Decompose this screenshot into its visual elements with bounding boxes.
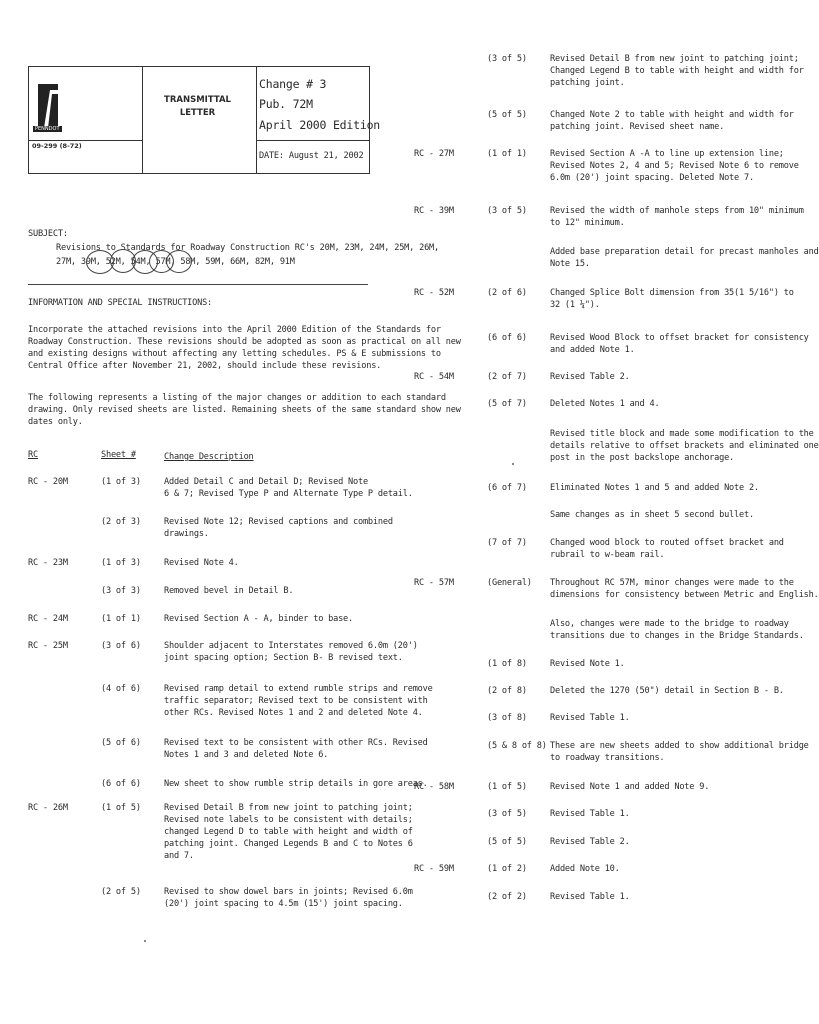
change-description: 32 (1 ¼").: [550, 300, 600, 310]
change-description: Revised Table 1.: [550, 809, 630, 819]
penndot-keystone-logo: [36, 82, 60, 130]
sheet-number: (5 of 6): [101, 738, 141, 748]
sheet-number: (1 of 5): [487, 782, 527, 792]
sheet-number: (2 of 6): [487, 288, 527, 298]
sheet-number: (3 of 6): [101, 641, 141, 651]
speck: [144, 940, 146, 942]
rc-number: RC - 20M: [28, 477, 68, 487]
change-description: to 12" minimum.: [550, 218, 625, 228]
change-description: Revised Detail B from new joint to patching joint;: [164, 803, 413, 813]
change-description: Added Detail C and Detail D; Revised Note: [164, 477, 368, 487]
sheet-number: (1 of 3): [101, 558, 141, 568]
change-description: Deleted the 1270 (50") detail in Section B - B.: [550, 686, 784, 696]
change-description: and 7.: [164, 851, 194, 861]
change-description: patching joint.: [550, 78, 625, 88]
change-description: transitions due to changes in the Bridge Standards.: [550, 631, 804, 641]
column-header-description: Change Description: [164, 452, 254, 462]
change-description: patching joint. Revised sheet name.: [550, 122, 725, 132]
subject-line-1: Revisions to Standards for Roadway Construction RC's 20M, 23M, 24M, 25M, 26M,: [56, 243, 439, 253]
rc-number: RC - 25M: [28, 641, 68, 651]
change-description: Shoulder adjacent to Interstates removed 6.0m (20'): [164, 641, 418, 651]
sheet-number: (5 & 8 of 8): [487, 741, 547, 751]
change-description: Revised Notes 2, 4 and 5; Revised Note 6 to remove: [550, 161, 799, 171]
change-description: Revised the width of manhole steps from 10" minimum: [550, 206, 804, 216]
change-description: Revised Detail B from new joint to patching joint;: [550, 54, 799, 64]
sheet-number: (1 of 8): [487, 659, 527, 669]
change-description: post in the post backslope anchorage.: [550, 453, 735, 463]
sheet-number: (3 of 5): [487, 809, 527, 819]
change-description: Removed bevel in Detail B.: [164, 586, 294, 596]
change-description: Eliminated Notes 1 and 5 and added Note 2.: [550, 483, 759, 493]
sheet-number: (5 of 5): [487, 110, 527, 120]
change-description: Revised note labels to be consistent with details;: [164, 815, 413, 825]
change-description: details relative to offset brackets and eliminated one: [550, 441, 819, 451]
change-description: drawings.: [164, 529, 209, 539]
change-description: joint spacing option; Section B- B revised text.: [164, 653, 403, 663]
sheet-number: (4 of 6): [101, 684, 141, 694]
rc-number: RC - 52M: [414, 288, 454, 298]
info-heading: INFORMATION AND SPECIAL INSTRUCTIONS:: [28, 298, 213, 308]
rc-number: RC - 27M: [414, 149, 454, 159]
sheet-number: (3 of 5): [487, 54, 527, 64]
sheet-number: (5 of 7): [487, 399, 527, 409]
subject-label: SUBJECT:: [28, 229, 68, 239]
change-description: patching joint. Changed Legends B and C to Notes 6: [164, 839, 413, 849]
sheet-number: (3 of 3): [101, 586, 141, 596]
rc-number: RC - 23M: [28, 558, 68, 568]
change-description: Note 15.: [550, 259, 590, 269]
sheet-number: (2 of 8): [487, 686, 527, 696]
rc-number: RC - 59M: [414, 864, 454, 874]
rc-number: RC - 24M: [28, 614, 68, 624]
document-title: TRANSMITTAL LETTER: [164, 95, 231, 118]
change-description: Deleted Notes 1 and 4.: [550, 399, 660, 409]
date: DATE: August 21, 2002: [259, 151, 364, 161]
section-divider: [28, 284, 368, 285]
change-description: These are new sheets added to show additional bridge: [550, 741, 809, 751]
change-description: Revised Table 2.: [550, 837, 630, 847]
change-description: Changed wood block to routed offset bracket and: [550, 538, 784, 548]
change-description: Revised Table 2.: [550, 372, 630, 382]
sheet-number: (1 of 2): [487, 864, 527, 874]
paragraph-line: drawing. Only revised sheets are listed. Remaining sheets of the same standard show new: [28, 405, 461, 415]
sheet-number: (2 of 3): [101, 517, 141, 527]
change-description: other RCs. Revised Notes 1 and 2 and deleted Note 4.: [164, 708, 423, 718]
change-description: Added Note 10.: [550, 864, 620, 874]
change-description: Also, changes were made to the bridge to roadway: [550, 619, 789, 629]
rc-number: RC - 57M: [414, 578, 454, 588]
change-description: Revised Table 1.: [550, 892, 630, 902]
sheet-number: (6 of 7): [487, 483, 527, 493]
change-description: Changed Legend B to table with height and width for: [550, 66, 804, 76]
change-description: Revised ramp detail to extend rumble strips and remove: [164, 684, 433, 694]
publication: Pub. 72M: [259, 97, 313, 111]
change-description: Added base preparation detail for precast manholes and: [550, 247, 819, 257]
change-description: Revised Note 1.: [550, 659, 625, 669]
change-description: Throughout RC 57M, minor changes were made to the: [550, 578, 794, 588]
change-description: Revised Section A - A, binder to base.: [164, 614, 354, 624]
change-description: Revised to show dowel bars in joints; Revised 6.0m: [164, 887, 413, 897]
change-description: Revised Section A -A to line up extension line;: [550, 149, 784, 159]
change-description: Revised Table 1.: [550, 713, 630, 723]
paragraph-line: dates only.: [28, 417, 83, 427]
rc-number: RC - 26M: [28, 803, 68, 813]
change-description: rubrail to w-beam rail.: [550, 550, 665, 560]
sheet-number: (1 of 1): [487, 149, 527, 159]
change-description: to roadway transitions.: [550, 753, 665, 763]
change-description: Changed Splice Bolt dimension from 35(1 5/16") to: [550, 288, 794, 298]
sheet-number: (6 of 6): [101, 779, 141, 789]
sheet-number: (2 of 7): [487, 372, 527, 382]
paragraph-line: Central Office after November 21, 2002, should include these revisions.: [28, 361, 382, 371]
change-description: Revised text to be consistent with other RCs. Revised: [164, 738, 428, 748]
change-description: Changed Note 2 to table with height and width for: [550, 110, 794, 120]
rc-number: RC - 54M: [414, 372, 454, 382]
speck: [512, 463, 514, 465]
rc-number: RC - 58M: [414, 782, 454, 792]
change-description: and added Note 1.: [550, 345, 635, 355]
paragraph-line: Roadway Construction. These revisions should be adopted as soon as practical on all new: [28, 337, 461, 347]
change-description: Revised Note 12; Revised captions and combined: [164, 517, 393, 527]
sheet-number: (3 of 8): [487, 713, 527, 723]
change-description: Same changes as in sheet 5 second bullet.: [550, 510, 754, 520]
sheet-number: (2 of 5): [101, 887, 141, 897]
sheet-number: (6 of 6): [487, 333, 527, 343]
sheet-number: (2 of 2): [487, 892, 527, 902]
change-number: Change # 3: [259, 77, 327, 91]
change-description: 6 & 7; Revised Type P and Alternate Type P detail.: [164, 489, 413, 499]
logo-tag: PENNDOT: [35, 126, 60, 132]
change-description: 6.0m (20') joint spacing. Deleted Note 7.: [550, 173, 754, 183]
change-description: Revised Note 1 and added Note 9.: [550, 782, 710, 792]
subject-line-2: 27M, 39M, 52M, 54M, 57M, 58M, 59M, 66M, 82M, 91M: [56, 257, 295, 267]
form-number: 09-299 (8-72): [32, 142, 82, 150]
paragraph-line: Incorporate the attached revisions into the April 2000 Edition of the Standards for: [28, 325, 441, 335]
change-description: Revised title block and made some modification to the: [550, 429, 814, 439]
sheet-number: (1 of 3): [101, 477, 141, 487]
change-description: (20') joint spacing to 4.5m (15') joint spacing.: [164, 899, 403, 909]
sheet-number: (General): [487, 578, 532, 588]
paragraph-line: and existing designs without affecting any letting schedules. PS & E submissions to: [28, 349, 441, 359]
hand-circle-59m: [166, 250, 192, 273]
change-description: changed Legend D to table with height and width of: [164, 827, 413, 837]
sheet-number: (1 of 5): [101, 803, 141, 813]
rc-number: RC - 39M: [414, 206, 454, 216]
change-description: Revised Note 4.: [164, 558, 239, 568]
change-description: traffic separator; Revised text to be consistent with: [164, 696, 428, 706]
paragraph-line: The following represents a listing of the major changes or addition to each standard: [28, 393, 446, 403]
change-description: Revised Wood Block to offset bracket for consistency: [550, 333, 809, 343]
sheet-number: (3 of 5): [487, 206, 527, 216]
sheet-number: (1 of 1): [101, 614, 141, 624]
sheet-number: (5 of 5): [487, 837, 527, 847]
sheet-number: (7 of 7): [487, 538, 527, 548]
change-description: Notes 1 and 3 and deleted Note 6.: [164, 750, 329, 760]
column-header-sheet: Sheet #: [101, 450, 136, 460]
edition: April 2000 Edition: [259, 118, 381, 132]
change-description: dimensions for consistency between Metric and English.: [550, 590, 819, 600]
change-description: New sheet to show rumble strip details in gore areas.: [164, 779, 428, 789]
column-header-rc: RC: [28, 450, 38, 460]
